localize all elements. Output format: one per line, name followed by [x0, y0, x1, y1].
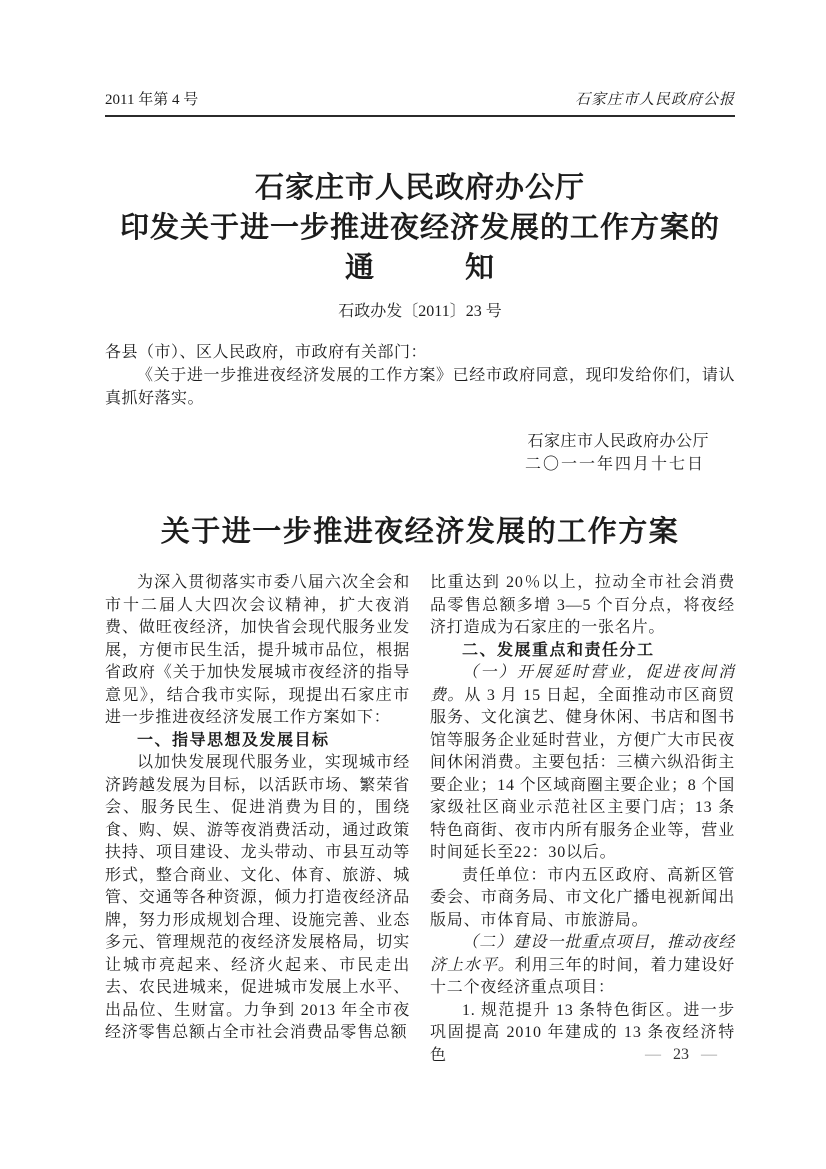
plan-paragraph-intro: 为深入贯彻落实市委八届六次全会和市十二届人大四次会议精神，扩大夜消费、做旺夜经济，加快省会现代服务业发展，方便市民生活，提升城市品位，根据省政府《关于加快发展城市夜经济的指导意见》，结合我市实际，现提出石家庄市进一步推进夜经济发展工作方案如下：	[105, 574, 410, 726]
plan-item-2-text: 利用三年的时间，着力建设好十二个夜经济重点项目：	[430, 956, 735, 996]
gazette-title: 石家庄市人民政府公报	[574, 92, 735, 108]
issue-number: 2011 年第 4 号	[105, 92, 199, 108]
plan-item-2	[430, 932, 735, 1000]
notice-salutation: 各县（市）、区人民政府，市政府有关部门：	[105, 344, 428, 361]
page-number-dash-left: —	[645, 1046, 661, 1063]
plan-item-1-text: 从 3 月 15 日起，全面推动市区商贸服务、文化演艺、健身休闲、书店和图书馆等服务企业延时营业，方便广大市民夜间休闲消费。主要包括：三横六纵沿街主要企业；14 个区域商圈主要企业；8 个国家级社区商业示范社区主要门店；13 条特色商街、夜市内所有服务企业等，营业时间延长至22：30以后。	[430, 686, 735, 861]
page-number-dash-right: —	[701, 1046, 717, 1063]
left-column	[105, 572, 410, 1067]
plan-subitem-1: 1. 规范提升 13 条特色街区。进一步巩固提高 2010 年建成的 13 条夜经济特色	[430, 1001, 735, 1064]
notice-title-line-3: 通 知	[344, 252, 495, 284]
page-number-footer	[430, 1046, 735, 1064]
page-number: 23	[673, 1046, 689, 1063]
section-heading-1: 一、指导思想及发展目标	[137, 731, 330, 749]
plan-paragraph-goals-continued: 比重达到 20％以上，拉动全市社会消费品零售总额多增 3—5 个百分点，将夜经济打造成为石家庄的一张名片。	[430, 574, 735, 636]
notice-title-line-2: 印发关于进一步推进夜经济发展的工作方案的	[119, 212, 720, 244]
document-number: 石政办发〔2011〕23 号	[338, 303, 502, 320]
signature-block	[105, 430, 735, 476]
right-column	[430, 572, 735, 1067]
plan-item-1	[430, 662, 735, 865]
running-header	[105, 88, 735, 117]
plan-paragraph-goals: 以加快发展现代服务业，实现城市经济跨越发展为目标，以活跃市场、繁荣省会、服务民生、促进消费为目的，围绕食、购、娱、游等夜消费活动，通过政策扶持、项目建设、龙头带动、市县互动等形式，整合商业、文化、体育、旅游、城管、交通等各种资源，倾力打造夜经济品牌，努力形成规划合理、设施完善、业态多元、管理规范的夜经济发展格局，切实让城市亮起来、经济火起来、市民走出去、农民进城来，促进城市发展上水平、出品位、生财富。力争到 2013 年全市夜经济零售总额占全市社会消费品零售总额	[105, 754, 410, 1041]
responsible-units-paragraph: 责任单位：市内五区政府、高新区管委会、市商务局、市文化广播电视新闻出版局、市体育局、市旅游局。	[430, 866, 735, 929]
plan-body	[105, 572, 735, 1067]
section-heading-2: 二、发展重点和责任分工	[462, 641, 655, 659]
plan-item-1-lead: （一）开展延时营业，促进夜间消费。	[430, 664, 735, 704]
signature-signer: 石家庄市人民政府办公厅	[527, 433, 709, 450]
notice-title	[95, 168, 745, 288]
signature-date: 二〇一一年四月十七日	[524, 456, 705, 473]
plan-item-2-lead: （二）建设一批重点项目，推动夜经济上水平。	[430, 934, 735, 974]
plan-title: 关于进一步推进夜经济发展的工作方案	[160, 516, 680, 548]
notice-title-line-1: 石家庄市人民政府办公厅	[254, 172, 585, 204]
notice-body-paragraph: 《关于进一步推进夜经济发展的工作方案》已经市政府同意，现印发给你们，请认真抓好落实。	[105, 367, 735, 407]
notice-body	[105, 341, 735, 410]
